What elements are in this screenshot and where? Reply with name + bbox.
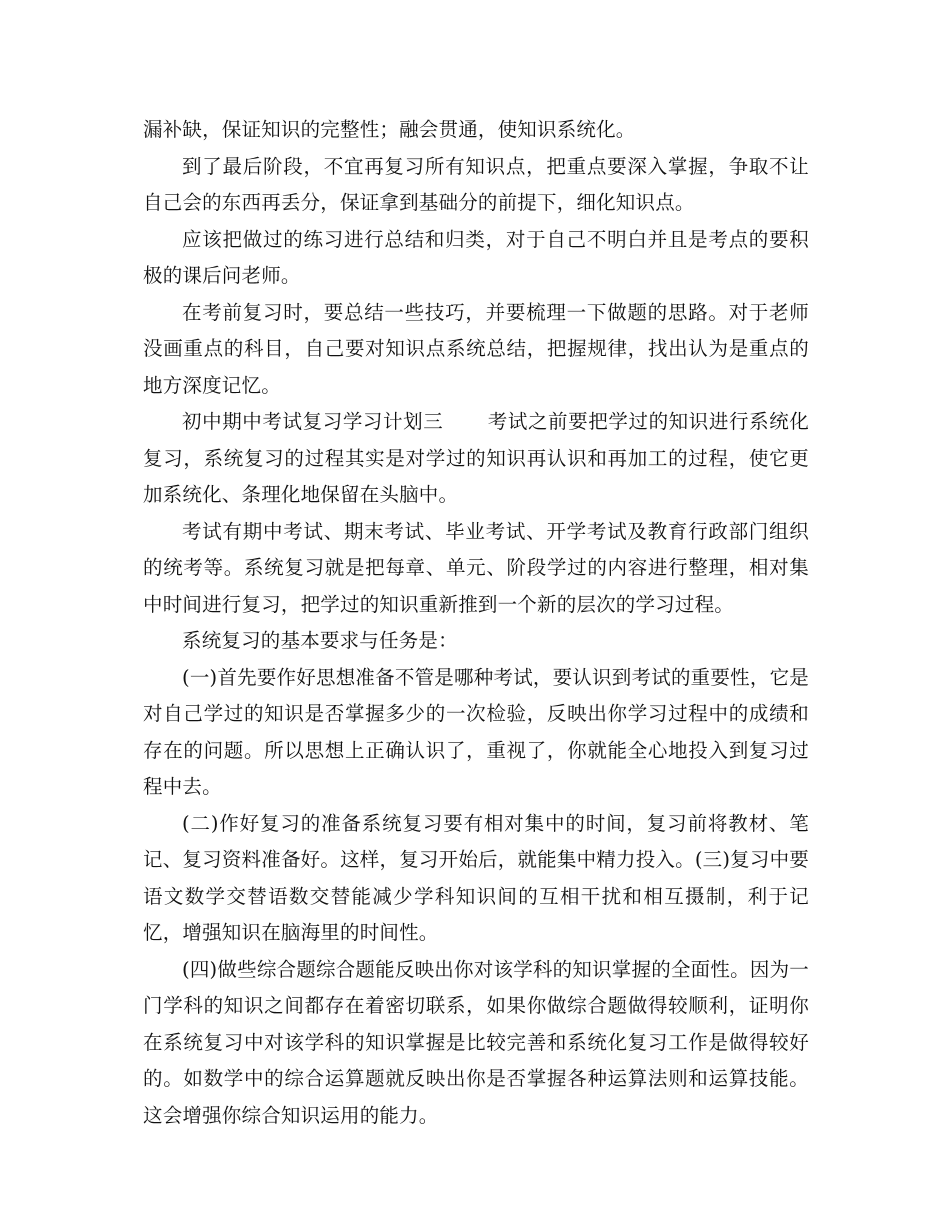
section-paragraph <box>143 404 809 514</box>
paragraph: 系统复习的基本要求与任务是： <box>182 629 458 652</box>
document-body <box>143 112 809 1134</box>
paragraph: (四)做些综合题综合题能反映出你对该学科的知识掌握的全面性。因为一门学科的知识之间都存在着密切联系，如果你做综合题做得较顺利，证明你在系统复习中对该学科的知识掌握是比较完善和系统化复习工作是做得较好的。如数学中的综合运算题就反映出你是否掌握各种运算法则和运算技能。这会增强你综合知识运用的能力。 <box>143 957 809 1127</box>
paragraph: 到了最后阶段，不宜再复习所有知识点，把重点要深入掌握，争取不让自己会的东西再丢分，保证拿到基础分的前提下，细化知识点。 <box>143 154 809 214</box>
paragraph: 考试有期中考试、期末考试、毕业考试、开学考试及教育行政部门组织的统考等。系统复习就是把每章、单元、阶段学过的内容进行整理，相对集中时间进行复习，把学过的知识重新推到一个新的层次的学习过程。 <box>143 519 809 616</box>
paragraph: (二)作好复习的准备系统复习要有相对集中的时间，复习前将教材、笔记、复习资料准备好。这样，复习开始后，就能集中精力投入。(三)复习中要语文数学交替语数交替能减少学科知识间的互相干扰和相互摄制，利于记忆，增强知识在脑海里的时间性。 <box>143 811 809 944</box>
section-text: 考试之前要把学过的知识进行系统化复习，系统复习的过程其实是对学过的知识再认识和再加工的过程，使它更加系统化、条理化地保留在头脑中。 <box>143 410 809 506</box>
paragraph: 在考前复习时，要总结一些技巧，并要梳理一下做题的思路。对于老师没画重点的科目，自己要对知识点系统总结，把握规律，找出认为是重点的地方深度记忆。 <box>143 300 809 397</box>
paragraph: 应该把做过的练习进行总结和归类，对于自己不明白并且是考点的要积极的课后问老师。 <box>143 227 809 287</box>
section-heading: 初中期中考试复习学习计划三 <box>182 410 444 433</box>
paragraph-continuation: 漏补缺，保证知识的完整性；融会贯通，使知识系统化。 <box>143 118 636 141</box>
paragraph: (一)首先要作好思想准备不管是哪种考试，要认识到考试的重要性，它是对自己学过的知识是否掌握多少的一次检验，反映出你学习过程中的成绩和存在的问题。所以思想上正确认识了，重视了，你就能全心地投入到复习过程中去。 <box>143 665 809 798</box>
